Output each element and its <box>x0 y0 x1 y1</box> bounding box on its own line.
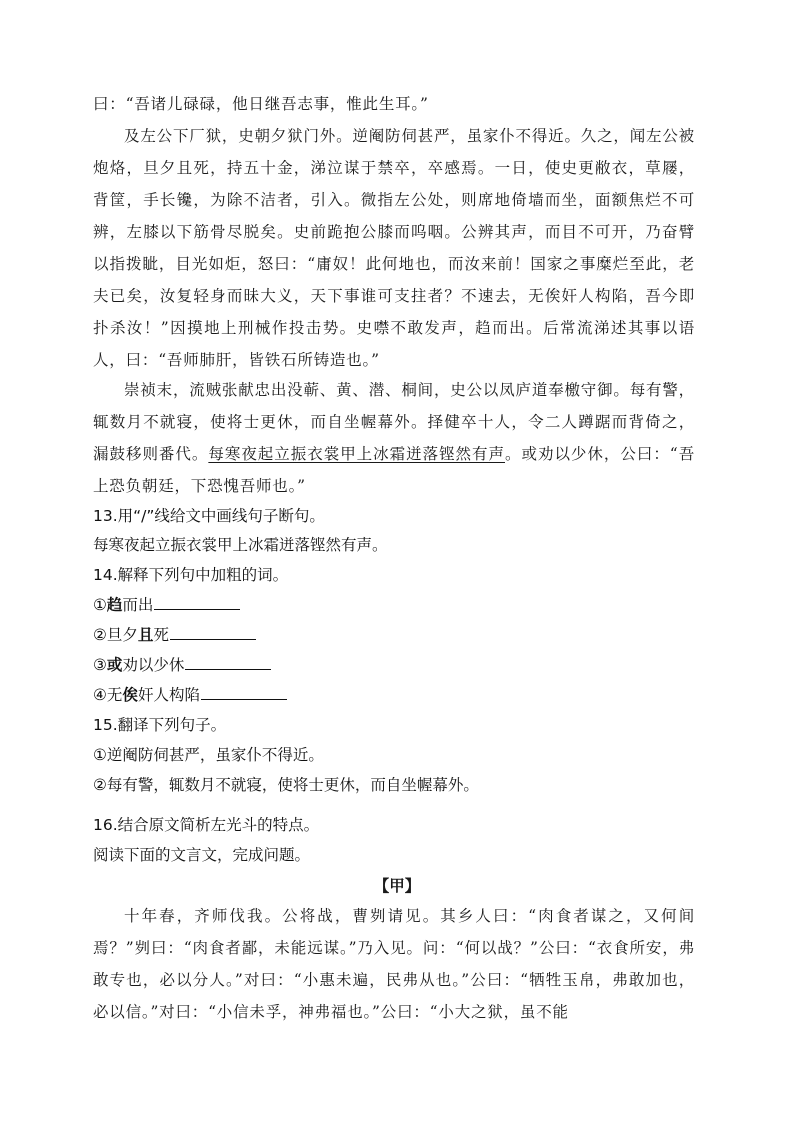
question-15-item-2: ②每有警，辄数月不就寝，使将士更休，而自坐幄幕外。 <box>93 776 479 794</box>
answer-blank[interactable] <box>170 624 256 640</box>
question-14-item-1: ①趋而出 <box>93 594 703 616</box>
paragraph-3-text-after: 。或劝以少休，公曰：“吾上恐负朝廷，下恐愧吾师也。” <box>93 445 695 495</box>
answer-blank[interactable] <box>185 654 271 670</box>
question-13-sentence: 每寒夜起立振衣裳甲上冰霜迸落铿然有声。 <box>93 536 388 554</box>
underlined-sentence: 每寒夜起立振衣裳甲上冰霜迸落铿然有声 <box>208 445 505 463</box>
passage-2-paragraph-1: 十年春，齐师伐我。公将战，曹刿请见。其乡人曰：“肉食者谋之，又何间焉？”刿曰：“肉食者鄙，未能远谋。”乃入见。问：“何以战？”公曰：“衣食所安，弗敢专也，必以分人。”对曰：“小惠未遍，民弗从也。”公曰：“牺牲玉帛，弗敢加也，必以信。”对曰：“小信未孚，神弗福也。”公曰：“小大之狱，虽不能 <box>93 907 695 1021</box>
question-15-title: 15.翻译下列句子。 <box>93 716 227 734</box>
passage-paragraph-3 <box>93 374 695 502</box>
bold-word: 或 <box>106 656 123 674</box>
question-14-title: 14.解释下列句中加粗的词。 <box>93 566 289 584</box>
passage-2-title: 【甲】 <box>373 877 421 895</box>
question-13-title: 13.用“/”线给文中画线句子断句。 <box>93 507 325 525</box>
answer-blank[interactable] <box>154 594 240 610</box>
question-16-title: 16.结合原文简析左光斗的特点。 <box>93 816 320 834</box>
answer-blank[interactable] <box>201 684 287 700</box>
bold-word: 俟 <box>122 686 138 704</box>
question-14-item-2: ②旦夕且死 <box>93 624 703 646</box>
passage-line-top: 曰：“吾诸儿碌碌，他日继吾志事，惟此生耳。” <box>93 95 429 113</box>
question-14-item-4: ④无俟奸人构陷 <box>93 684 703 706</box>
bold-word: 趋 <box>106 596 123 614</box>
paragraph-3-text-before: 崇祯末，流贼张献忠出没蕲、黄、潜、桐间，史公以凤庐道奉檄守御。每有警，辄数月不就寝，使将士更休，而自坐幄幕外。择健卒十人，令二人蹲踞而背倚之，漏鼓移则番代。 <box>93 381 695 463</box>
reading-prompt: 阅读下面的文言文，完成问题。 <box>93 846 311 864</box>
passage-paragraph-2: 及左公下厂狱，史朝夕狱门外。逆阉防伺甚严，虽家仆不得近。久之，闻左公被炮烙，旦夕且死，持五十金，涕泣谋于禁卒，卒感焉。一日，使史更敝衣，草屦，背筐，手长镵，为除不洁者，引入。微指左公处，则席地倚墙而坐，面额焦烂不可辨，左膝以下筋骨尽脱矣。史前跪抱公膝而呜咽。公辨其声，而目不可开，乃奋臂以指拨眦，目光如炬，怒曰：“庸奴！此何地也，而汝来前！国家之事糜烂至此，老夫已矣，汝复轻身而昧大义，天下事谁可支拄者？不速去，无俟奸人构陷，吾今即扑杀汝！”因摸地上刑械作投击势。史噤不敢发声，趋而出。后常流涕述其事以语人，曰：“吾师肺肝，皆铁石所铸造也。” <box>93 127 695 369</box>
question-15-item-1: ①逆阉防伺甚严，虽家仆不得近。 <box>93 746 324 764</box>
bold-word: 且 <box>137 626 154 644</box>
question-14-item-3: ③或劝以少休 <box>93 654 703 676</box>
